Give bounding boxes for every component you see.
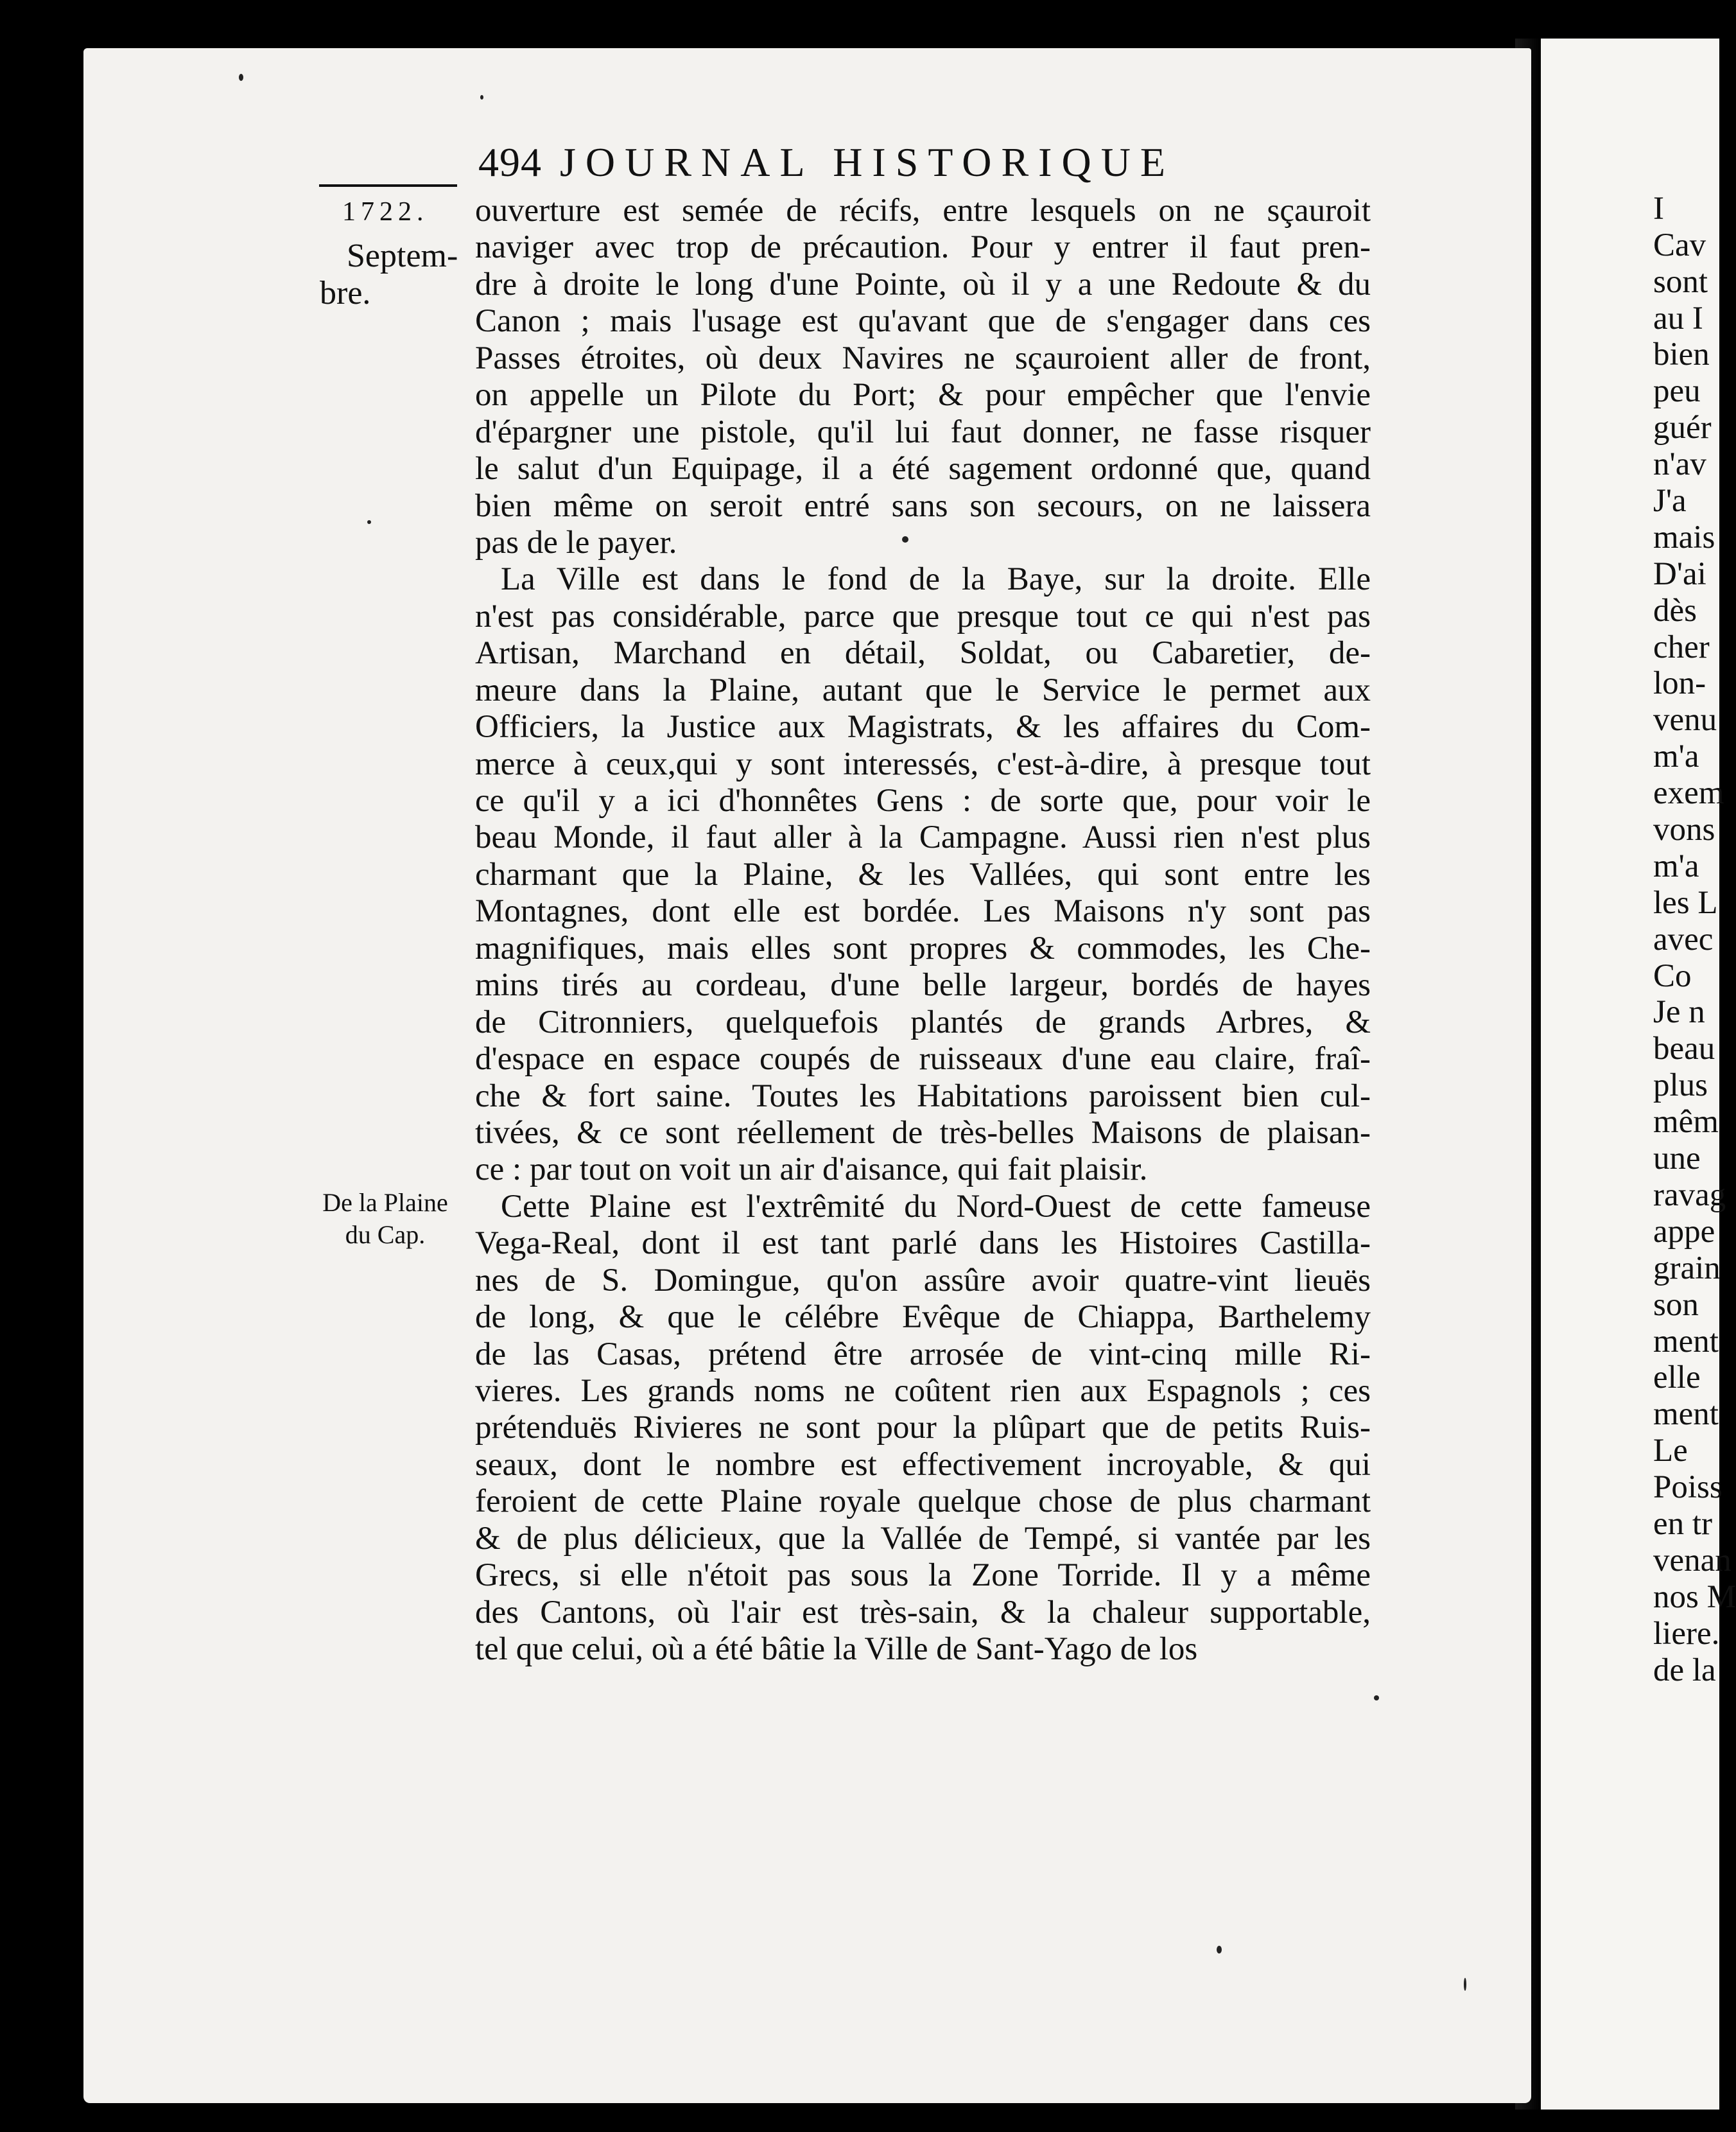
facing-page-line: les L <box>1653 884 1718 921</box>
margin-month-line-2: bre. <box>320 275 371 311</box>
facing-page-line: n'av <box>1653 446 1706 483</box>
paper-speck <box>239 74 243 81</box>
facing-page-line: Cav <box>1653 227 1706 263</box>
facing-page-line: venu <box>1653 702 1717 738</box>
facing-page-text <box>1653 154 1736 1688</box>
running-title: JOURNAL HISTORIQUE <box>560 139 1175 185</box>
body-line: de Citronniers, quelquefois plantés de grands Arbres, & <box>475 1004 1371 1040</box>
margin-date-month <box>308 238 482 312</box>
marginal-note-line-2: du Cap. <box>345 1220 426 1249</box>
paper-speck <box>480 95 483 100</box>
facing-page-line: elle <box>1653 1359 1701 1396</box>
body-line: magnifiques, mais elles sont propres & commodes, les Che- <box>475 930 1371 966</box>
facing-page-line: D'ai <box>1653 555 1706 592</box>
body-line: Vega-Real, dont il est tant parlé dans les Histoires Castilla- <box>475 1225 1371 1262</box>
body-line: seaux, dont le nombre est effectivement incroyable, & qui <box>475 1446 1371 1483</box>
body-line: meure dans la Plaine, autant que le Service le permet aux <box>475 672 1371 708</box>
body-line: de long, & que le célébre Evêque de Chiappa, Barthelemy <box>475 1299 1371 1336</box>
facing-page-line: de la <box>1653 1652 1716 1688</box>
body-line: & de plus délicieux, que la Vallée de Tempé, si vantée par les <box>475 1520 1371 1557</box>
body-line: charmant que la Plaine, & les Vallées, qui sont entre les <box>475 856 1371 893</box>
facing-page-line: ment <box>1653 1396 1719 1433</box>
facing-page-line: vons <box>1653 812 1715 848</box>
margin-date-year: 1722. <box>342 197 429 227</box>
facing-page-line: son <box>1653 1286 1699 1323</box>
body-line: tel que celui, où a été bâtie la Ville de Sant-Yago de los <box>475 1631 1198 1668</box>
body-text <box>475 193 1371 1668</box>
body-line: ce : par tout on voit un air d'aisance, qui fait plaisir. <box>475 1151 1148 1188</box>
body-line: Montagnes, dont elle est bordée. Les Maisons n'y sont pas <box>475 893 1371 930</box>
facing-page-line: guér <box>1653 410 1712 446</box>
body-line: pas de le payer. <box>475 524 677 561</box>
body-line: La Ville est dans le fond de la Baye, sur la droite. Elle <box>501 561 1371 598</box>
facing-page-line: venan <box>1653 1542 1732 1578</box>
body-line: mins tirés au cordeau, d'une belle largeur, bordés de hayes <box>475 967 1371 1004</box>
facing-page-line: Co <box>1653 957 1692 994</box>
facing-page-line <box>1653 154 1719 191</box>
body-line: d'épargner une pistole, qu'il lui faut donner, ne fasse risquer <box>475 414 1371 450</box>
marginal-note <box>302 1187 469 1251</box>
body-line: on appelle un Pilote du Port; & pour empêcher que l'envie <box>475 377 1371 414</box>
facing-page-line: m'a <box>1653 738 1699 775</box>
facing-page-line: appe <box>1653 1213 1715 1250</box>
facing-page-line: mêm <box>1653 1104 1719 1140</box>
body-line: tivées, & ce sont réellement de très-belles Maisons de plaisan- <box>475 1114 1371 1151</box>
facing-page-line: grain <box>1653 1250 1721 1286</box>
marginal-note-line-1: De la Plaine <box>322 1188 448 1217</box>
facing-page-line: ravag <box>1653 1176 1726 1213</box>
facing-page-line: mais <box>1653 519 1715 555</box>
body-line: d'espace en espace coupés de ruisseaux d'une eau claire, fraî- <box>475 1041 1371 1078</box>
facing-page-line: en tr <box>1653 1505 1713 1542</box>
facing-page-line: lon- <box>1653 665 1706 702</box>
facing-page-line: nos M <box>1653 1578 1736 1615</box>
body-line: Officiers, la Justice aux Magistrats, & les affaires du Com- <box>475 709 1371 746</box>
body-line: Cette Plaine est l'extrêmité du Nord-Ouest de cette fameuse <box>501 1188 1371 1225</box>
body-line: beau Monde, il faut aller à la Campagne. Aussi rien n'est plus <box>475 819 1371 856</box>
facing-page-line: m'a <box>1653 848 1699 884</box>
facing-page-line: Poiss <box>1653 1469 1723 1506</box>
body-line: le salut d'un Equipage, il a été sagement ordonné que, quand <box>475 451 1371 487</box>
facing-page-line: beau <box>1653 1031 1715 1067</box>
facing-page-line: bien <box>1653 336 1710 373</box>
page-number: 494 <box>478 139 542 185</box>
body-line: ouverture est semée de récifs, entre lesquels on ne sçauroit <box>475 193 1371 229</box>
body-line: Canon ; mais l'usage est qu'avant que de s'engager dans ces <box>475 303 1371 340</box>
facing-page-line: Le <box>1653 1433 1688 1469</box>
body-line: Artisan, Marchand en détail, Soldat, ou Cabaretier, de- <box>475 635 1371 672</box>
facing-page-line: I <box>1653 190 1664 227</box>
facing-page-line: ment <box>1653 1323 1719 1359</box>
body-line: Grecs, si elle n'étoit pas sous la Zone Torride. Il y a même <box>475 1557 1371 1594</box>
facing-page-line: liere. <box>1653 1615 1720 1652</box>
body-line: prétenduës Rivieres ne sont pour la plûpart que de petits Ruis- <box>475 1410 1371 1446</box>
facing-page-line: cher <box>1653 629 1710 665</box>
paper-speck <box>367 520 371 524</box>
body-line: naviger avec trop de précaution. Pour y entrer il faut pren- <box>475 229 1371 266</box>
body-line: feroient de cette Plaine royale quelque chose de plus charmant <box>475 1483 1371 1520</box>
facing-page-line: plus <box>1653 1067 1708 1104</box>
facing-page-line: avec <box>1653 921 1714 957</box>
facing-page-line: J'a <box>1653 483 1687 520</box>
body-line: vieres. Les grands noms ne coûtent rien aux Espagnols ; ces <box>475 1373 1371 1409</box>
facing-page-line: Je n <box>1653 994 1705 1031</box>
facing-page-line: peu <box>1653 373 1701 410</box>
paper-speck <box>1217 1946 1222 1953</box>
body-line: n'est pas considérable, parce que presque tout ce qui n'est pas <box>475 598 1371 634</box>
body-line: de las Casas, prétend être arrosée de vint-cinq mille Ri- <box>475 1336 1371 1372</box>
margin-month-line-1: Septem- <box>347 238 458 274</box>
facing-page-line: sont <box>1653 263 1708 300</box>
body-line: ce qu'il y a ici d'honnêtes Gens : de sorte que, pour voir le <box>475 783 1371 819</box>
facing-page-line: dès <box>1653 592 1697 629</box>
facing-page-line: au I <box>1653 300 1703 336</box>
paper-speck <box>902 536 908 543</box>
paper-speck <box>1374 1695 1379 1700</box>
paper-speck <box>1464 1978 1466 1991</box>
body-line: nes de S. Domingue, qu'on assûre avoir quatre-vint lieuës <box>475 1262 1371 1298</box>
facing-page-line: exem <box>1653 775 1724 812</box>
body-line: dre à droite le long d'une Pointe, où il y a une Redoute & du <box>475 266 1371 302</box>
margin-header-rule <box>319 184 457 187</box>
running-head <box>478 140 1313 185</box>
body-line: bien même on seroit entré sans son secours, on ne laissera <box>475 487 1371 524</box>
body-line: des Cantons, où l'air est très-sain, & la chaleur supportable, <box>475 1594 1371 1630</box>
facing-page-line: une <box>1653 1140 1701 1177</box>
body-line: merce à ceux,qui y sont interessés, c'est-à-dire, à presque tout <box>475 746 1371 782</box>
body-line: Passes étroites, où deux Navires ne sçauroient aller de front, <box>475 340 1371 376</box>
body-line: che & fort saine. Toutes les Habitations paroissent bien cul- <box>475 1078 1371 1114</box>
